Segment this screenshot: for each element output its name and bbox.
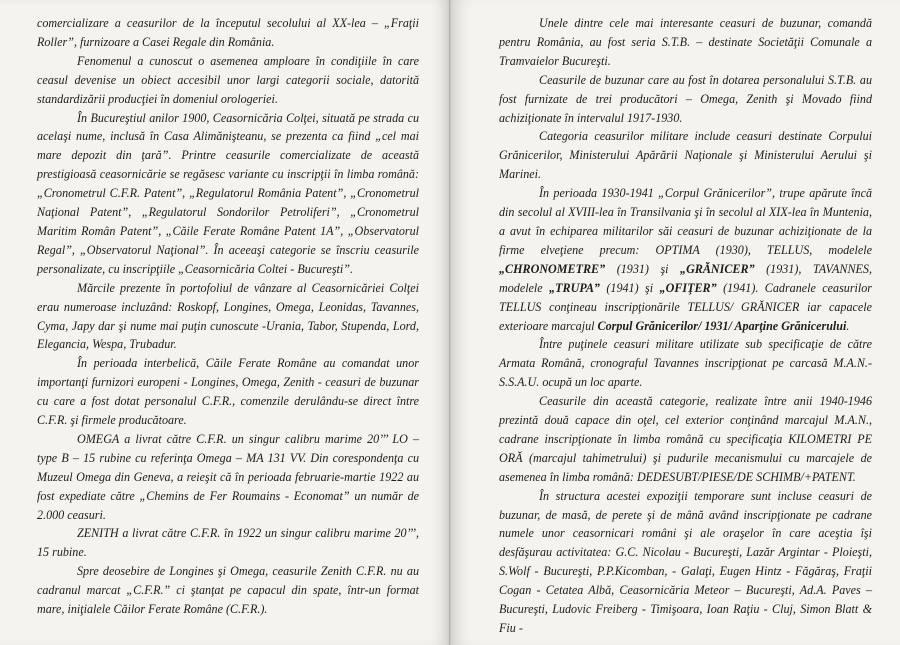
paragraph: Unele dintre cele mai interesante ceasuri de buzunar, comandă pentru România, au fost seria S.T.B. – destinate Societăţii Comunale a Tramvaielor Bucureşti. [499,16,872,68]
bold-text: „TRUPA” [549,280,600,295]
right-page [451,0,900,645]
paragraph: Între puţinele ceasuri militare utilizate sub specificaţie de către Armata Română, cronograful Tavannes inscripţionat pe carcasă M.A.N.-S.S.A.U. ocupă un loc aparte. [499,337,872,390]
paragraph: Ceasurile din această categorie, realizate între anii 1940-1946 prezintă două capace din oţel, cel exterior conţinând marcajul M.A.N., cadrane inscripţionate în limba română cu specificaţia KILOMETRI PE ORĂ (marcajul tahimetrului) şi pudurile mecanismului cu marcajele de asemenea în limba română: DEDESUBT/PIESE/DE SCHIMB/+PATENT. [499,394,872,484]
text-run: (1941) şi [599,280,660,295]
paragraph: În structura acestei expoziţii temporare sunt incluse ceasuri de buzunar, de masă, de perete şi de mână având inscripţionate pe cadrane numele unor ceasornicari români şi ale oraşelor în care aceştia îşi desfăşurau activitatea: G.C. Nicolau - Bucureşti, Lazăr Argintar - Ploieşti, S.Wolf - Bucureşti, P.P.Kicomban, - Galaţi, Eugen Hintz - Făgăraş, Fraţii Cogan - Cetatea Albă, Ceasornicăria Meteor – Bucureşti, Ad.A. Paves – Bucureşti, Ludovic Freiberg - Timişoara, Ioan Raţiu - Cluj, Simon Blatt & Fiu - [499,488,872,635]
text-run: În perioada 1930-1941 „Corpul Grănicerilor”, trupe apărute încă din secolul al XVIII-lea în Transilvania şi în secolul al XIX-lea în Muntenia, a avut în echiparea militarilor săi ceasuri de buzunar achiziţionate de la firme elveţiene precum: OPTIMA (1930), TELLUS, modelele [499,186,872,257]
bold-text: „OFIŢER” [659,280,717,295]
paragraph: Spre deosebire de Longines şi Omega, ceasurile Zenith C.F.R. nu au cadranul marcat „C.F.R.” ci ştanţat pe capacul din spate, într-un format mare, iniţialele Căilor Ferate Române (C.F.R.). [37,564,419,617]
paragraph: În Bucureştiul anilor 1900, Ceasornicăria Colţei, situată pe strada cu acelaşi nume, inclusă în Casa Alimănişteanu, se prezenta ca fiind „cel mai mare depozit din ţară”. Printre ceasurile comercializate de această prestigioasă ceasornicărie se regăsesc variante cu inscripţii în limba română: „Cronometrul C.F.R. Patent”, „Regulatorul România Patent”, „Cronometrul Naţional Patent”, „Regulatorul Sondorilor Petroliferi”, „Cronometrul Maritim Român Patent”, „Căile Ferate Române Patent 1A”, „Observatorul Regal”, „Observatorul Naţional”. În aceeaşi categorie se înscriu ceasurile personalizate, cu inscripţiile „Ceasornicăria Coltei - Bucureşti”. [37,110,419,276]
paragraph: În perioada interbelică, Căile Ferate Române au comandat unor importanţi furnizori europeni - Longines, Omega, Zenith - ceasuri de buzunar cu care a fost dotat personalul C.F.R., comenzile derulându-se direct între C.F.R. şi firmele producătoare. [37,356,419,428]
left-page-text [37,14,419,619]
paragraph: Mărcile prezente în portofoliul de vânzare al Ceasornicăriei Colţei erau numeroase incluzând: Roskopf, Longines, Omega, Leonidas, Tavannes, Cyma, Japy dar şi nume mai puţin cunoscute -Urania, Tabor, Stupenda, Lord, Elegancia, Wespa, Trubadur. [37,280,419,352]
bold-text: „CHRONOMETRE” [499,261,606,276]
paragraph: comercializare a ceasurilor de la începutul secolului al XX-lea – „Fraţii Roller”, furnizoare a Casei Regale din România. [37,16,419,49]
paragraph: Categoria ceasurilor militare include ceasuri destinate Corpului Grănicerilor, Ministerului Apărării Naţionale şi Ministerului Aerului şi Marinei. [499,129,872,182]
paragraph-granicerilor [499,184,872,335]
text-run: (1931) şi [605,261,681,276]
bold-text: „GRĂNICER” [680,261,755,276]
text-run: (1941). Cadranele ceasurilor TELLUS conţineau inscripţionările TELLUS/ GRĂNICER iar capacele exterioare marcajul [499,280,872,333]
text-run: . [846,318,850,333]
paragraph: Fenomenul a cunoscut o asemenea amploare în condiţiile în care ceasul devenise un obiect accesibil unor largi categorii sociale, datorită standardizării producţiei în domeniul orologeriei. [37,53,419,106]
paragraph: ZENITH a livrat către C.F.R. în 1922 un singur calibru marime 20’’’, 15 rubine. [37,526,419,560]
right-page-text [499,14,872,638]
paragraph: OMEGA a livrat către C.F.R. un singur calibru marime 20’’’ LO – type B – 15 rubine cu referinţa Omega – MA 131 VV. Din corespondenţa cu Muzeul Omega din Geneva, a reieşit că în perioada februarie-martie 1922 au fost expediate către „Chemins de Fer Roumains - Economat” un număr de 2.000 ceasuri. [37,431,419,522]
text-run: (1931), TAVANNES, modelele [499,261,872,295]
bold-text: Corpul Grănicerilor/ 1931/ Aparţine Grănicerului [597,318,847,333]
paragraph: Ceasurile de buzunar care au fost în dotarea personalului S.T.B. au fost furnizate de trei producători – Omega, Zenith şi Movado fiind achiziţionate în intervalul 1917-1930. [499,72,872,125]
